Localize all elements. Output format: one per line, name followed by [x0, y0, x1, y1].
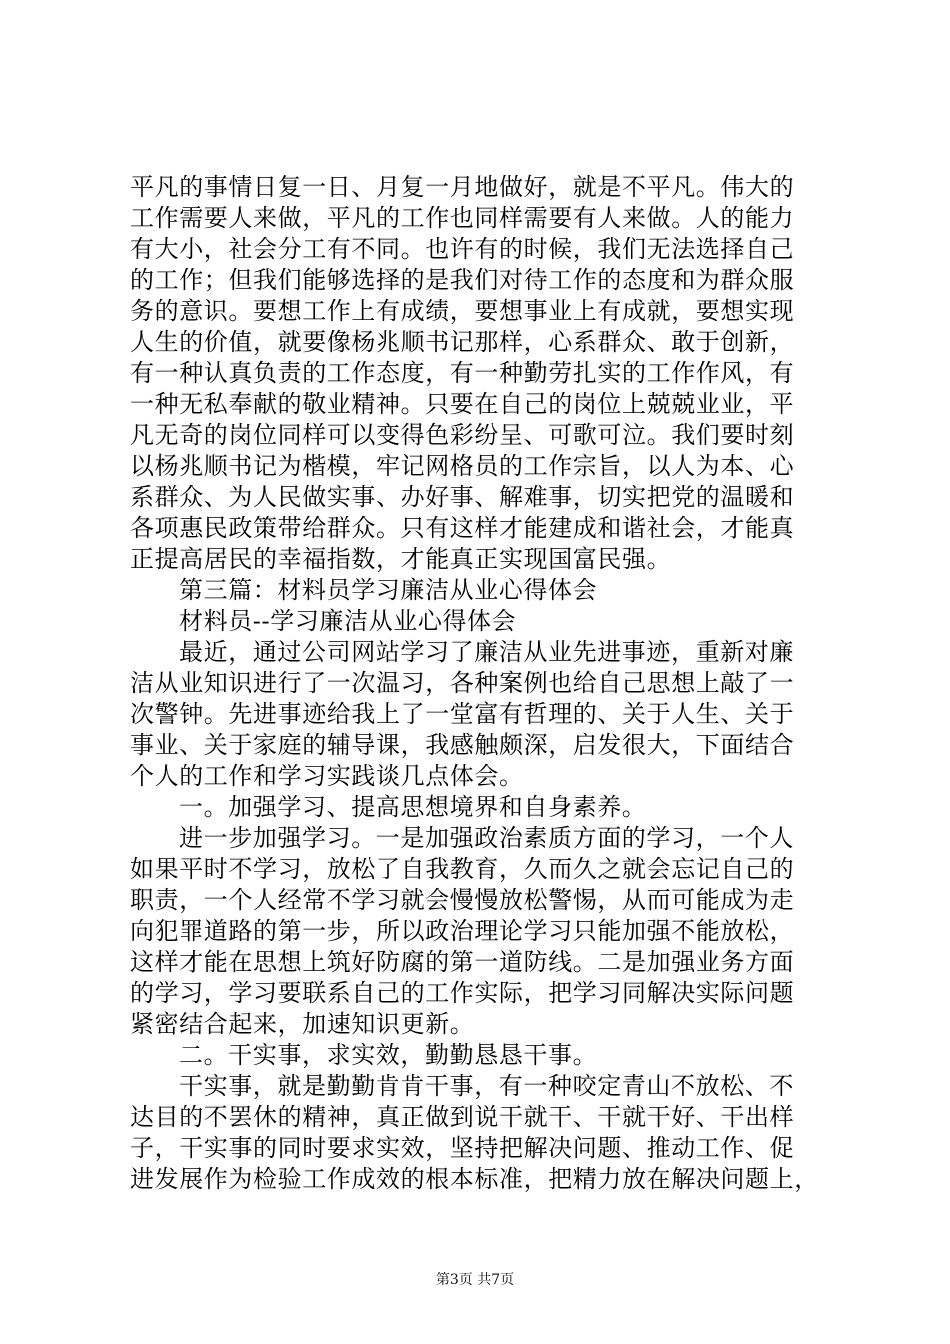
text-line: 进发展作为检验工作成效的根本标准，把精力放在解决问题上， [130, 1165, 819, 1193]
text-line: 这样才能在思想上筑好防腐的第一道防线。二是加强业务方面 [130, 948, 795, 976]
text-line: 子，干实事的同时要求实效，坚持把解决问题、推动工作、促 [130, 1134, 795, 1162]
text-line: 最近，通过公司网站学习了廉洁从业先进事迹，重新对廉 [179, 638, 794, 666]
text-line: 紧密结合起来，加速知识更新。 [130, 1010, 475, 1038]
text-line: 一种无私奉献的敬业精神。只要在自己的岗位上兢兢业业，平 [130, 390, 795, 418]
text-line: 的工作；但我们能够选择的是我们对待工作的态度和为群众服 [130, 266, 795, 294]
text-line: 如果平时不学习，放松了自我教育，久而久之就会忘记自己的 [130, 855, 795, 883]
text-line: 凡无奇的岗位同样可以变得色彩纷呈、可歌可泣。我们要时刻 [130, 421, 795, 449]
text-line: 事业、关于家庭的辅导课，我感触颇深，启发很大，下面结合 [130, 731, 795, 759]
text-line: 进一步加强学习。一是加强政治素质方面的学习，一个人 [179, 824, 794, 852]
text-line: 材料员--学习廉洁从业心得体会 [179, 607, 517, 635]
text-line: 平凡的事情日复一日、月复一月地做好，就是不平凡。伟大的 [130, 173, 795, 201]
text-line: 有一种认真负责的工作态度，有一种勤劳扎实的工作作风，有 [130, 359, 795, 387]
text-line: 正提高居民的幸福指数，才能真正实现国富民强。 [130, 545, 672, 573]
text-line: 一。加强学习、提高思想境界和自身素养。 [179, 793, 647, 821]
text-line: 务的意识。要想工作上有成绩，要想事业上有成就，要想实现 [130, 297, 795, 325]
text-line: 人生的价值，就要像杨兆顺书记那样，心系群众、敢于创新， [130, 328, 795, 356]
text-line: 第三篇：材料员学习廉洁从业心得体会 [179, 576, 598, 604]
text-line: 个人的工作和学习实践谈几点体会。 [130, 762, 524, 790]
text-line: 各项惠民政策带给群众。只有这样才能建成和谐社会，才能真 [130, 514, 795, 542]
text-line: 工作需要人来做，平凡的工作也同样需要有人来做。人的能力 [130, 204, 795, 232]
text-line: 的学习，学习要联系自己的工作实际，把学习同解决实际问题 [130, 979, 795, 1007]
text-line: 干实事，就是勤勤肯肯干事，有一种咬定青山不放松、不 [179, 1072, 794, 1100]
text-line: 达目的不罢休的精神，真正做到说干就干、干就干好、干出样 [130, 1103, 795, 1131]
text-line: 洁从业知识进行了一次温习，各种案例也给自己思想上敲了一 [130, 669, 795, 697]
page-footer: 第3页 共7页 [435, 1272, 515, 1288]
text-line: 次警钟。先进事迹给我上了一堂富有哲理的、关于人生、关于 [130, 700, 795, 728]
document-body [130, 172, 830, 1195]
text-line: 二。干实事，求实效，勤勤恳恳干事。 [179, 1041, 598, 1069]
text-line: 职责，一个人经常不学习就会慢慢放松警惕，从而可能成为走 [130, 886, 795, 914]
text-line: 以杨兆顺书记为楷模，牢记网格员的工作宗旨，以人为本、心 [130, 452, 795, 480]
text-line: 有大小，社会分工有不同。也许有的时候，我们无法选择自己 [130, 235, 795, 263]
text-line: 系群众、为人民做实事、办好事、解难事，切实把党的温暖和 [130, 483, 795, 511]
text-line: 向犯罪道路的第一步，所以政治理论学习只能加强不能放松， [130, 917, 795, 945]
